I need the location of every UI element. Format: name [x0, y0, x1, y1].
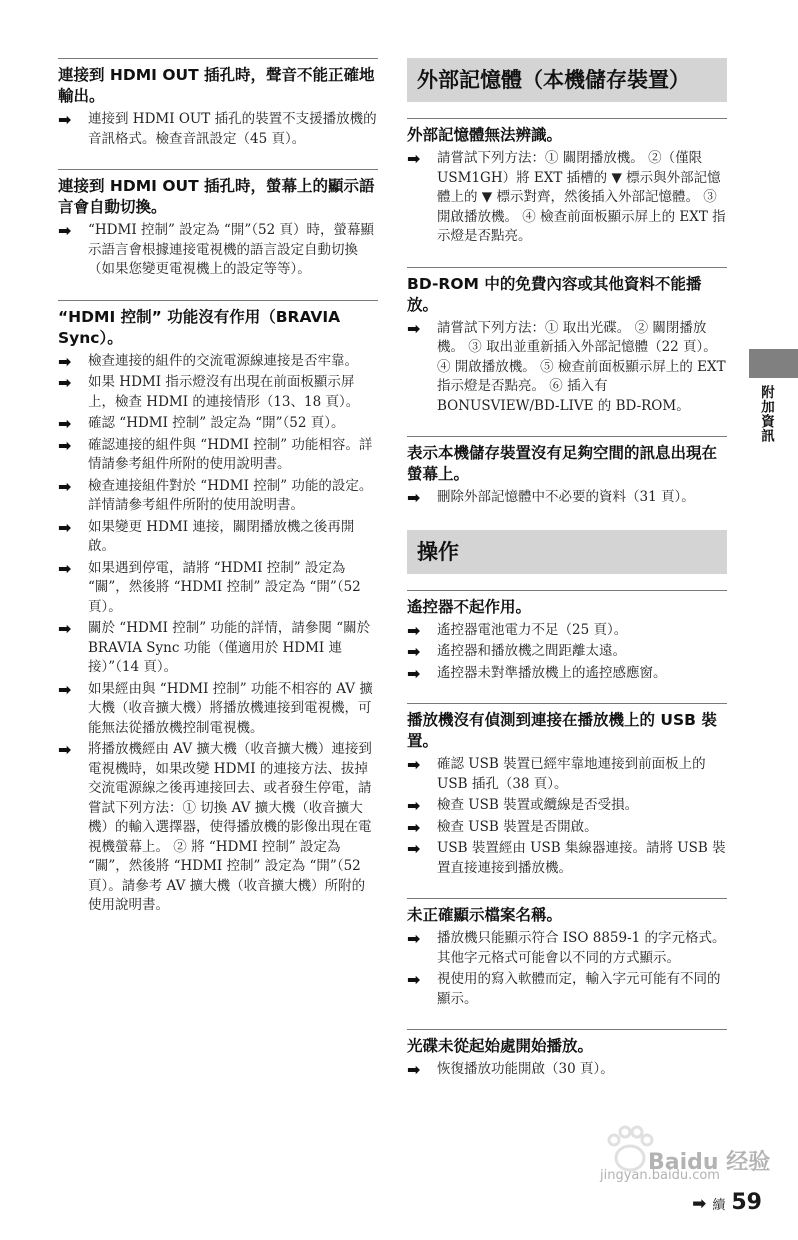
- arrow-right-icon: ➡: [58, 476, 72, 496]
- solution-list: [58, 221, 378, 280]
- solution-list: [407, 621, 727, 684]
- troubleshooting-section: [407, 267, 727, 417]
- page-number: 59: [731, 1190, 762, 1215]
- troubleshooting-section: [407, 590, 727, 684]
- left-column: [58, 58, 378, 918]
- troubleshooting-section: [58, 58, 378, 149]
- troubleshooting-section: [407, 436, 727, 508]
- solution-item: [407, 1060, 727, 1080]
- continue-label: 續: [712, 1198, 726, 1213]
- solution-item: [407, 755, 727, 794]
- solution-item: [407, 642, 727, 662]
- solution-list: [58, 110, 378, 149]
- solution-item: [58, 477, 378, 516]
- arrow-right-icon: ➡: [407, 620, 421, 640]
- arrow-right-icon: ➡: [407, 929, 421, 948]
- troubleshooting-section: [58, 300, 378, 916]
- solution-text: 檢查 USB 裝置或纜線是否受損。: [437, 797, 639, 813]
- side-tab-label: 附加資訊: [758, 385, 774, 443]
- section-title: 光碟未從起始處開始播放。: [407, 1037, 594, 1055]
- section-title: BD-ROM 中的免費內容或其他資料不能播放。: [407, 274, 702, 314]
- solution-list: [407, 755, 727, 878]
- solution-text: 如果經由與 “HDMI 控制” 功能不相容的 AV 擴大機（收音擴大機）將播放機連接到電視機，可能無法從播放機控制電視機。: [88, 680, 373, 736]
- section-title: 外部記憶體無法辨識。: [407, 126, 563, 144]
- troubleshooting-section: [407, 703, 727, 878]
- solution-item: [58, 518, 378, 557]
- arrow-right-icon: ➡: [58, 351, 72, 371]
- solution-text: 確認連接的組件與 “HDMI 控制” 功能相容。詳情請參考組件所附的使用說明書。: [88, 436, 373, 472]
- section-title: 連接到 HDMI OUT 插孔時，螢幕上的顯示語言會自動切換。: [58, 177, 375, 216]
- arrow-right-icon: ➡: [58, 740, 72, 759]
- arrow-right-icon: ➡: [58, 110, 72, 129]
- troubleshooting-section: [407, 1029, 727, 1080]
- solution-text: 檢查 USB 裝置是否開啟。: [437, 818, 598, 835]
- solution-item: [58, 221, 378, 280]
- section-header-external-memory: 外部記憶體（本機儲存裝置）: [407, 58, 727, 102]
- troubleshooting-section: [407, 118, 727, 247]
- continue-arrow-icon: ➡: [692, 1194, 707, 1214]
- solution-text: 如果 HDMI 指示燈沒有出現在前面板顯示屏上，檢查 HDMI 的連接情形（13、18 頁）。: [88, 374, 360, 410]
- arrow-right-icon: ➡: [407, 318, 421, 338]
- solution-item: [58, 373, 378, 412]
- solution-text: 請嘗試下列方法：① 取出光碟。 ② 關閉播放機。 ③ 取出並重新插入外部記憶體（22 頁）。 ④ 開啟播放機。 ⑤ 檢查前面板顯示屏上的 EXT 指示燈是否點亮。 ⑥ 插入有 BONUSVIEW/BD-LIVE 的 BD-ROM。: [437, 319, 726, 414]
- solution-text: 連接到 HDMI OUT 插孔的裝置不支援播放機的音訊格式。檢查音訊設定（45 頁）。: [88, 111, 377, 147]
- arrow-right-icon: ➡: [58, 373, 72, 392]
- side-tab-marker: [749, 349, 798, 378]
- external-memory-group: [407, 118, 727, 508]
- solution-text: 如果遇到停電，請將 “HDMI 控制” 設定為 “關”，然後將 “HDMI 控制” 設定為 “開”（52 頁）。: [88, 559, 361, 615]
- arrow-right-icon: ➡: [58, 517, 72, 537]
- solution-item: [58, 740, 378, 916]
- arrow-right-icon: ➡: [407, 642, 421, 661]
- solution-text: 恢復播放功能開啟（30 頁）。: [437, 1061, 614, 1077]
- arrow-right-icon: ➡: [407, 663, 421, 683]
- arrow-right-icon: ➡: [58, 619, 72, 638]
- solution-item: [58, 110, 378, 149]
- solution-text: 遙控器電池電力不足（25 頁）。: [437, 621, 628, 638]
- section-title: 連接到 HDMI OUT 插孔時，聲音不能正確地輸出。: [58, 66, 375, 105]
- solution-text: 將播放機經由 AV 擴大機（收音擴大機）連接到電視機時，如果改變 HDMI 的連接方法、拔掉交流電源線之後再連接回去、或者發生停電，請嘗試下列方法：① 切換 AV 擴大機（收音擴大機）的輸入選擇器，使得播放機的影像出現在電視機螢幕上。 ② 將 “HDMI 控制” 設定為 “關”，然後將 “HDMI 控制” 設定為 “開”（52 頁）。請參考 AV 擴大機（收音擴大機）所附的使用說明書。: [88, 741, 372, 913]
- solution-text: 檢查連接組件對於 “HDMI 控制” 功能的設定。詳情請參考組件所附的使用說明書。: [88, 477, 373, 513]
- solution-text: 視使用的寫入軟體而定，輸入字元可能有不同的顯示。: [437, 971, 721, 1007]
- solution-text: USB 裝置經由 USB 集線器連接。請將 USB 裝置直接連接到播放機。: [437, 840, 726, 876]
- section-title: 播放機沒有偵測到連接在播放機上的 USB 裝置。: [407, 711, 717, 750]
- solution-text: 請嘗試下列方法：① 關閉播放機。 ②（僅限 USM1GH）將 EXT 插槽的 ▼ 標示與外部記憶體上的 ▼ 標示對齊，然後插入外部記憶體。 ③ 開啟播放機。 ④ 檢查前面板顯示屏上的 EXT 指示燈是否點亮。: [437, 150, 726, 244]
- solution-item: [407, 488, 727, 508]
- solution-list: [407, 149, 727, 247]
- solution-item: [407, 818, 727, 838]
- arrow-right-icon: ➡: [58, 435, 72, 455]
- solution-item: [407, 929, 727, 968]
- solution-item: [407, 664, 727, 684]
- solution-item: [58, 559, 378, 618]
- troubleshooting-section: [58, 169, 378, 280]
- solution-list: [407, 319, 727, 417]
- solution-item: [407, 621, 727, 641]
- watermark-text: Baidu 经验: [648, 1150, 771, 1175]
- solution-text: 確認 “HDMI 控制” 設定為 “開”（52 頁）。: [88, 415, 345, 431]
- solution-item: [407, 319, 727, 417]
- section-title: “HDMI 控制” 功能沒有作用（BRAVIA Sync）。: [58, 307, 341, 347]
- solution-item: [58, 352, 378, 372]
- solution-text: 檢查連接的組件的交流電源線連接是否牢靠。: [88, 352, 358, 369]
- solution-text: “HDMI 控制” 設定為 “開”（52 頁）時，螢幕顯示語言會根據連接電視機的語言設定自動切換（如果您變更電視機上的設定等等）。: [88, 222, 374, 277]
- solution-item: [58, 680, 378, 739]
- arrow-right-icon: ➡: [407, 796, 421, 815]
- solution-text: 如果變更 HDMI 連接，關閉播放機之後再開啟。: [88, 518, 355, 554]
- section-title: 表示本機儲存裝置沒有足夠空間的訊息出現在螢幕上。: [407, 444, 718, 483]
- arrow-right-icon: ➡: [407, 149, 421, 168]
- section-title: 遙控器不起作用。: [407, 597, 532, 616]
- solution-text: 刪除外部記憶體中不必要的資料（31 頁）。: [437, 489, 695, 505]
- solution-item: [407, 970, 727, 1009]
- solution-item: [58, 414, 378, 434]
- solution-text: 遙控器和播放機之間距離太遠。: [437, 643, 626, 659]
- solution-item: [407, 149, 727, 247]
- arrow-right-icon: ➡: [58, 414, 72, 433]
- operation-group: [407, 590, 727, 1080]
- arrow-right-icon: ➡: [407, 817, 421, 837]
- solution-list: [407, 1060, 727, 1080]
- troubleshooting-section: [407, 898, 727, 1009]
- solution-text: 確認 USB 裝置已經牢靠地連接到前面板上的 USB 插孔（38 頁）。: [437, 756, 706, 792]
- arrow-right-icon: ➡: [58, 679, 72, 699]
- arrow-right-icon: ➡: [407, 839, 421, 858]
- solution-list: [407, 488, 727, 508]
- solution-text: 播放機只能顯示符合 ISO 8859-1 的字元格式。其他字元格式可能會以不同的方式顯示。: [437, 930, 726, 966]
- arrow-right-icon: ➡: [58, 221, 72, 240]
- solution-item: [407, 796, 727, 816]
- arrow-right-icon: ➡: [407, 488, 421, 507]
- section-title: 未正確顯示檔案名稱。: [407, 906, 563, 924]
- arrow-right-icon: ➡: [58, 558, 72, 578]
- solution-item: [407, 839, 727, 878]
- page-footer: [692, 1190, 762, 1215]
- solution-text: 遙控器未對準播放機上的遙控感應窗。: [437, 664, 667, 681]
- arrow-right-icon: ➡: [407, 755, 421, 774]
- section-header-operation: 操作: [407, 530, 727, 574]
- solution-list: [58, 352, 378, 916]
- arrow-right-icon: ➡: [407, 1060, 421, 1079]
- solution-item: [58, 436, 378, 475]
- solution-list: [407, 929, 727, 1009]
- watermark-url: jingyan.baidu.com: [600, 1168, 720, 1183]
- right-column: [407, 58, 727, 1082]
- arrow-right-icon: ➡: [407, 970, 421, 989]
- solution-text: 關於 “HDMI 控制” 功能的詳情，請參閱 “關於 BRAVIA Sync 功能（僅適用於 HDMI 連接）”（14 頁）。: [88, 620, 371, 675]
- solution-item: [58, 619, 378, 678]
